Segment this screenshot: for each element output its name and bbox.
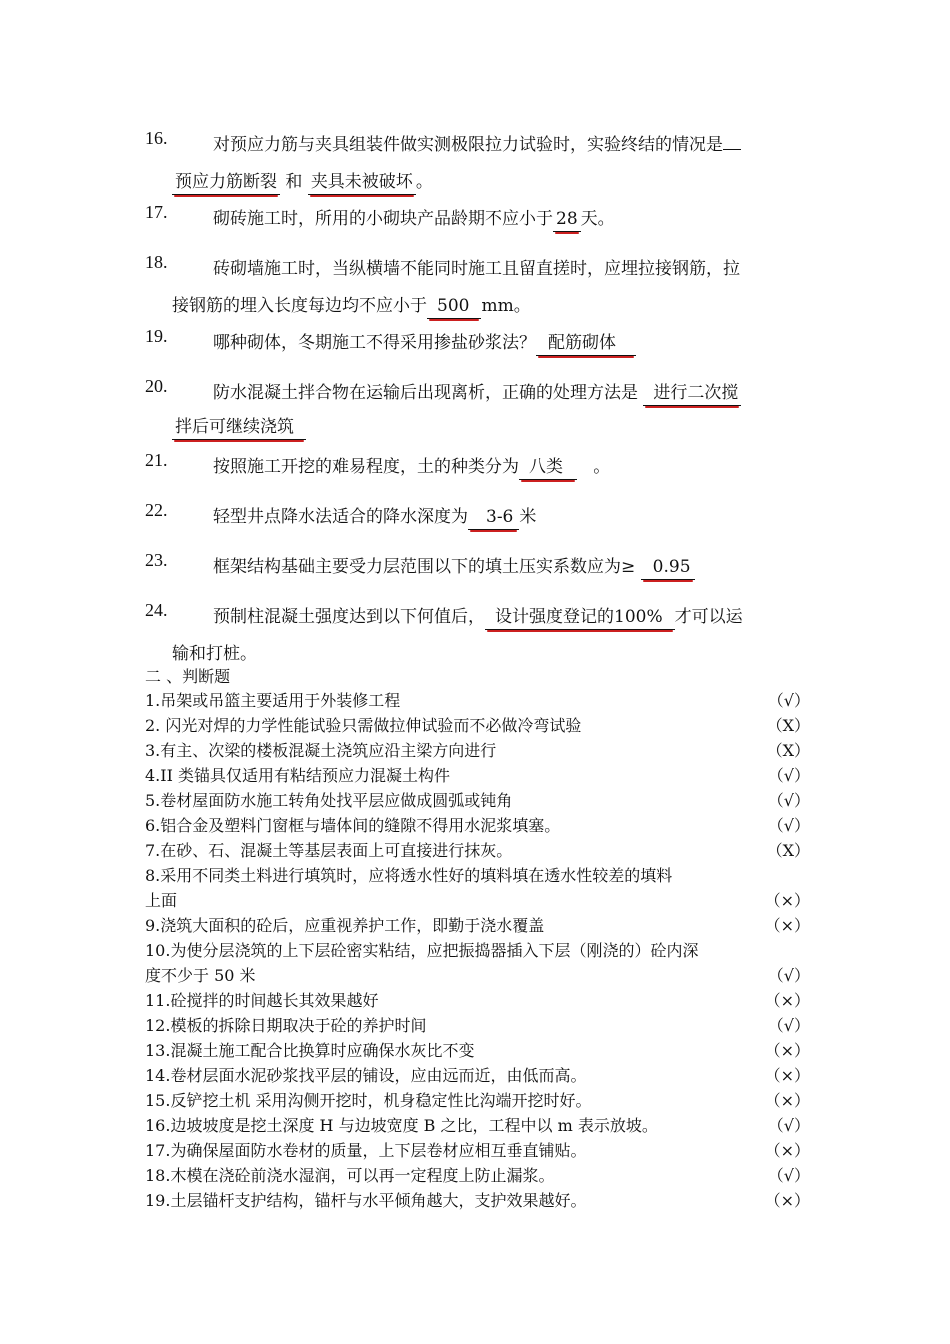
judgment-text: 13.混凝土施工配合比换算时应确保水灰比不变 <box>145 1041 475 1060</box>
judgment-mark: （√） <box>767 966 810 985</box>
judgment-text-continued: 度不少于 50 米 <box>145 966 256 985</box>
judgment-mark: （×） <box>764 1141 810 1160</box>
judgment-text: 11.砼搅拌的时间越长其效果越好 <box>145 991 379 1010</box>
judgment-text: 2. 闪光对焊的力学性能试验只需做拉伸试验而不必做冷弯试验 <box>145 716 582 735</box>
question-text: 。 <box>415 172 433 192</box>
question-number: 19. <box>145 326 168 346</box>
answer-text: 0.95 <box>641 555 695 580</box>
question-number: 24. <box>145 600 168 620</box>
question-text: 防水混凝土拌合物在运输后出现离析，正确的处理方法是 <box>213 383 638 403</box>
judgment-item <box>145 988 810 1013</box>
question-text: 预制柱混凝土强度达到以下何值后， <box>213 607 485 627</box>
judgment-item <box>145 863 810 913</box>
question-text: mm。 <box>481 296 531 316</box>
judgment-text: 15.反铲挖土机 采用沟侧开挖时，机身稳定性比沟端开挖时好。 <box>145 1091 592 1110</box>
judgment-text: 9.浇筑大面积的砼后，应重视养护工作，即勤于浇水覆盖 <box>145 916 545 935</box>
question-text: 按照施工开挖的难易程度，土的种类分为 <box>213 457 519 477</box>
judgment-item <box>145 913 810 938</box>
judgment-text: 5.卷材屋面防水施工转角处找平层应做成圆弧或钝角 <box>145 791 513 810</box>
judgment-mark: （×） <box>764 1041 810 1060</box>
judgment-item <box>145 788 810 813</box>
question-text: 接钢筋的埋入长度每边均不应小于 <box>172 296 427 316</box>
question-number: 23. <box>145 550 168 570</box>
answer-text: 夹具未被破坏 <box>308 170 416 195</box>
answer-text: 拌后可继续浇筑 <box>172 415 306 440</box>
judgment-mark: （×） <box>764 891 810 910</box>
judgment-text: 8.采用不同类土料进行填筑时，应将透水性好的填料填在透水性较差的填料 <box>145 866 673 885</box>
answer-text: 预应力筋断裂 <box>172 170 280 195</box>
judgment-item <box>145 1188 810 1213</box>
answer-text: 3-6 <box>468 505 519 530</box>
judgment-text: 10.为使分层浇筑的上下层砼密实粘结，应把振捣器插入下层（刚浇的）砼内深 <box>145 941 699 960</box>
judgment-text: 7.在砂、石、混凝土等基层表面上可直接进行抹灰。 <box>145 841 513 860</box>
judgment-text-continued: 上面 <box>145 891 178 910</box>
judgment-item <box>145 1088 810 1113</box>
judgment-mark: （X） <box>766 716 810 735</box>
judgment-text: 1.吊架或吊篮主要适用于外装修工程 <box>145 691 401 710</box>
judgment-item <box>145 738 810 763</box>
section-title: 二 、判断题 <box>145 667 231 686</box>
question-number: 21. <box>145 450 168 470</box>
judgment-mark: （×） <box>764 1191 810 1210</box>
judgment-item <box>145 1138 810 1163</box>
judgment-item <box>145 1038 810 1063</box>
answer-text: 500 <box>427 294 481 319</box>
question-text: 才可以运 <box>674 607 743 627</box>
judgment-text: 4.II 类锚具仅适用有粘结预应力混凝土构件 <box>145 766 450 785</box>
answer-text: 设计强度登记的100% <box>485 605 675 630</box>
question-text: 框架结构基础主要受力层范围以下的填土压实系数应为≥ <box>213 557 636 577</box>
question-text: 输和打桩。 <box>172 644 257 664</box>
judgment-text: 18.木模在浇砼前浇水湿润，可以再一定程度上防止漏浆。 <box>145 1166 555 1185</box>
judgment-item <box>145 838 810 863</box>
judgment-text: 6.铝合金及塑料门窗框与墙体间的缝隙不得用水泥浆填塞。 <box>145 816 561 835</box>
judgment-item <box>145 938 810 988</box>
judgment-item <box>145 688 810 713</box>
judgment-mark: （×） <box>764 1091 810 1110</box>
judgment-mark: （X） <box>766 841 810 860</box>
judgment-text: 16.边坡坡度是挖土深度 H 与边坡宽度 B 之比，工程中以 m 表示放坡。 <box>145 1116 658 1135</box>
judgment-text: 14.卷材层面水泥砂浆找平层的铺设，应由远而近，由低而高。 <box>145 1066 587 1085</box>
judgment-mark: （√） <box>767 791 810 810</box>
question-text: 轻型井点降水法适合的降水深度为 <box>213 507 468 527</box>
question-text: 砖砌墙施工时，当纵横墙不能同时施工且留直搓时，应埋拉接钢筋，拉 <box>213 259 740 279</box>
question-text: 哪种砌体，冬期施工不得采用掺盐砂浆法？ <box>213 333 536 353</box>
judgment-mark: （×） <box>764 991 810 1010</box>
judgment-mark: （√） <box>767 691 810 710</box>
judgment-item <box>145 1113 810 1138</box>
judgment-item <box>145 713 810 738</box>
question-text: 和 <box>285 172 303 192</box>
judgment-mark: （X） <box>766 741 810 760</box>
answer-text: 配筋砌体 <box>536 331 636 356</box>
judgment-mark: （√） <box>767 816 810 835</box>
judgment-item <box>145 813 810 838</box>
question-number: 20. <box>145 376 168 396</box>
judgment-mark: （√） <box>767 1016 810 1035</box>
question-text: 砌砖施工时，所用的小砌块产品龄期不应小于 <box>213 209 553 229</box>
question-text: 米 <box>519 507 537 527</box>
judgment-text: 19.土层锚杆支护结构，锚杆与水平倾角越大，支护效果越好。 <box>145 1191 587 1210</box>
question-number: 17. <box>145 202 168 222</box>
judgment-mark: （×） <box>764 1066 810 1085</box>
judgment-text: 3.有主、次梁的楼板混凝土浇筑应沿主梁方向进行 <box>145 741 497 760</box>
judgment-item <box>145 1013 810 1038</box>
question-number: 16. <box>145 128 168 148</box>
judgment-item <box>145 763 810 788</box>
answer-text: 28 <box>553 207 581 232</box>
answer-blank <box>723 149 741 150</box>
question-number: 18. <box>145 252 168 272</box>
judgment-mark: （√） <box>767 766 810 785</box>
answer-text: 八类 <box>519 455 577 480</box>
judgment-text: 12.模板的拆除日期取决于砼的养护时间 <box>145 1016 427 1035</box>
judgment-text: 17.为确保屋面防水卷材的质量，上下层卷材应相互垂直铺贴。 <box>145 1141 587 1160</box>
question-number: 22. <box>145 500 168 520</box>
question-text: 天。 <box>580 209 615 229</box>
judgment-mark: （×） <box>764 916 810 935</box>
judgment-item <box>145 1163 810 1188</box>
question-text: 对预应力筋与夹具组装件做实测极限拉力试验时，实验终结的情况是 <box>213 135 723 155</box>
judgment-mark: （√） <box>767 1166 810 1185</box>
judgment-mark: （√） <box>767 1116 810 1135</box>
judgment-item <box>145 1063 810 1088</box>
question-text: 。 <box>593 457 611 477</box>
answer-text: 进行二次搅 <box>643 381 741 406</box>
